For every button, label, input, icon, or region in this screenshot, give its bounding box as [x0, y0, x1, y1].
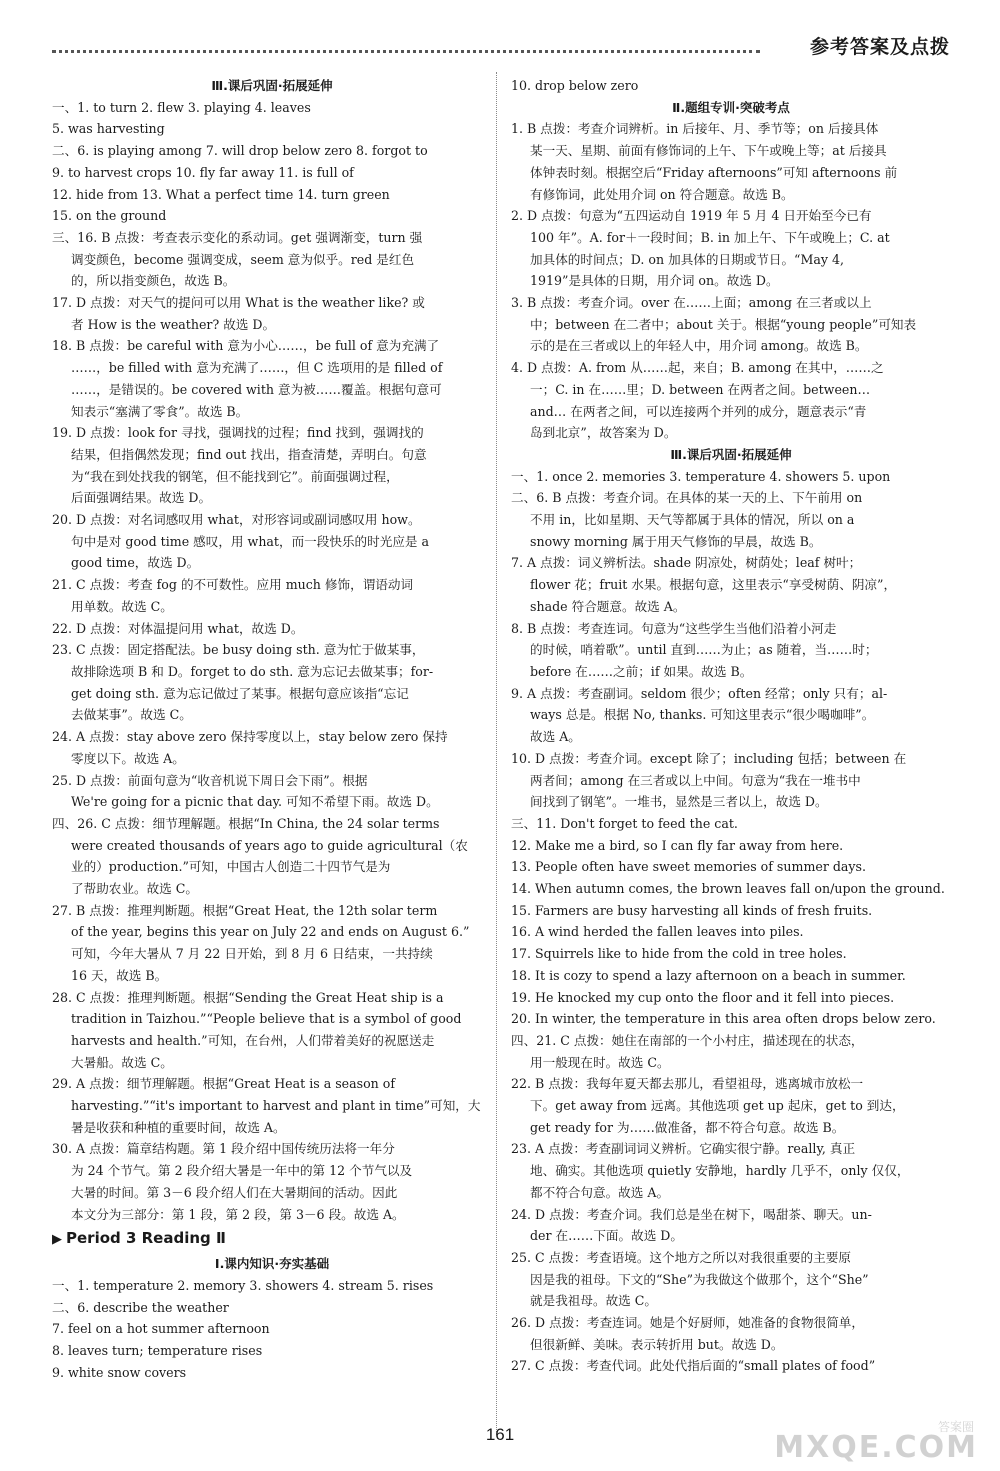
watermark-logo: 答案圈 [937, 1420, 974, 1434]
answer-line-continuation: 某一天、星期、前面有修饰词的上午、下午或晚上等；at 后接具 [530, 143, 887, 159]
watermark-text: MXQE.COM [774, 1430, 978, 1465]
answer-line: 30. A 点拨：篇章结构题。第 1 段介绍中国传统历法将一年分 [52, 1141, 395, 1157]
answer-line-continuation: 都不符合句意。故选 A。 [530, 1184, 670, 1200]
answer-line: 7. feel on a hot summer afternoon [52, 1321, 270, 1337]
answer-line-continuation: tradition in Taizhou.”“People believe that is a symbol of good [71, 1011, 462, 1027]
section-heading: Ⅱ.题组专训·突破考点 [672, 99, 790, 115]
answer-line: 16. A wind herded the fallen leaves into piles. [511, 924, 804, 940]
answer-line-continuation: 下。get away from 远离。其他选项 get up 起床，get to 到达， [530, 1098, 905, 1114]
answer-line-continuation: 调变颜色，become 强调变成，seem 意为似乎。red 是红色 [71, 251, 415, 267]
answer-line: 15. on the ground [52, 208, 167, 224]
answer-line: 三、11. Don't forget to feed the cat. [511, 815, 738, 831]
answer-line: 9. to harvest crops 10. fly far away 11. is full of [52, 164, 354, 180]
answer-line-continuation: 者 How is the weather? 故选 D。 [71, 316, 276, 332]
answer-line: 18. B 点拨：be careful with 意为小心……，be full of 意为充满了 [52, 338, 440, 354]
answer-line: 二、6. describe the weather [52, 1299, 229, 1315]
answer-line: 二、6. B 点拨：考查介词。在具体的某一天的上、下午前用 on [511, 490, 863, 506]
answer-line: 27. C 点拨：考查代词。此处代指后面的“small plates of food” [511, 1358, 876, 1374]
answer-line-continuation: 岛到北京”，故答案为 D。 [530, 425, 677, 441]
answer-line: 23. A 点拨：考查副词词义辨析。它确实很宁静。really, 真正 [511, 1141, 856, 1157]
answer-line-continuation: 去做某事”。故选 C。 [71, 707, 192, 723]
answer-line-continuation: get ready for 为……做准备，都不符合句意。故选 B。 [530, 1119, 845, 1135]
answer-line: 14. When autumn comes, the brown leaves fall on/upon the ground. [511, 881, 945, 897]
answer-line: 24. D 点拨：考查介词。我们总是坐在树下，喝甜茶、聊天。un- [511, 1206, 872, 1222]
answer-line: 10. D 点拨：考查介词。except 除了；including 包括；between 在 [511, 750, 907, 766]
header-dotted-rule [52, 50, 760, 53]
answer-line-continuation: We're going for a picnic that day. 可知不希望下雨。故选 D。 [71, 794, 439, 810]
answer-line-continuation: 用单数。故选 C。 [71, 598, 173, 614]
period-heading [52, 1225, 492, 1253]
answer-line: 25. D 点拨：前面句意为“收音机说下周日会下雨”。根据 [52, 772, 368, 788]
period-title: Period 3 Reading Ⅱ [66, 1229, 226, 1248]
answer-line-continuation: snowy morning 属于用天气修饰的早晨，故选 B。 [530, 533, 822, 549]
answer-line: 四、26. C 点拨：细节理解题。根据“In China, the 24 solar terms [52, 815, 440, 831]
answer-line-continuation: and… 在两者之间，可以连接两个并列的成分，题意表示“青 [530, 403, 867, 419]
answer-line-continuation: 故选 A。 [530, 729, 581, 745]
answer-line: 10. drop below zero [511, 78, 639, 93]
answer-line-continuation: 用一般现在时。故选 C。 [530, 1054, 670, 1070]
answer-line: 一、1. once 2. memories 3. temperature 4. showers 5. upon [511, 468, 891, 484]
page-header [52, 30, 950, 60]
answer-line-continuation: 1919”是具体的日期，用介词 on。故选 D。 [530, 273, 779, 289]
answer-line-continuation: before 在……之前；if 如果。故选 B。 [530, 663, 753, 679]
answer-line-continuation: 中；between 在二者中；about 关于。根据“young people”可知表 [530, 316, 917, 332]
column-divider [496, 72, 497, 1432]
answer-line: 7. A 点拨：词义辨析法。shade 阴凉处，树荫处；leaf 树叶； [511, 555, 862, 571]
answer-line-continuation: ……，be filled with 意为充满了……，但 C 选项用的是 filled of [71, 360, 443, 376]
answer-line-continuation: 为 24 个节气。第 2 段介绍大暑是一年中的第 12 个节气以及 [71, 1163, 413, 1179]
section-heading: Ⅰ.课内知识·夯实基础 [214, 1256, 330, 1272]
answer-line-continuation: 100 年”。A. for＋一段时间；B. in 加上午、下午或晚上；C. at [530, 229, 890, 245]
section-heading: Ⅲ.课后巩固·拓展延伸 [211, 78, 333, 93]
answer-line: 12. hide from 13. What a perfect time 14. turn green [52, 186, 390, 202]
answer-line: 21. C 点拨：考查 fog 的不可数性。应用 much 修饰，谓语动词 [52, 577, 414, 593]
left-column [52, 75, 492, 1383]
answer-line-continuation: 零度以下。故选 A。 [71, 750, 185, 766]
answer-line-continuation: 体钟表时刻。根据空后“Friday afternoons”可知 afternoons 前 [530, 164, 898, 180]
answer-line-continuation: flower 花；fruit 水果。根据句意，这里表示“享受树荫、阴凉”， [530, 577, 897, 593]
answer-line: 二、6. is playing among 7. will drop below zero 8. forgot to [52, 143, 428, 159]
answer-line-continuation: shade 符合题意。故选 A。 [530, 598, 686, 614]
right-column [511, 75, 951, 1377]
answer-line-continuation: 句中是对 good time 感叹，用 what，而一段快乐的时光应是 a [71, 533, 430, 549]
answer-line-continuation: 两者间；among 在三者或以上中间。句意为“我在一堆书中 [530, 772, 861, 788]
answer-line: 12. Make me a bird, so I can fly far away from here. [511, 837, 844, 853]
answer-line-continuation: 后面强调结果。故选 D。 [71, 490, 212, 506]
answer-line-continuation: 了帮助农业。故选 C。 [71, 881, 198, 897]
answer-line-continuation: 结果，但指偶然发现；find out 找出，指查清楚，弄明白。句意 [71, 446, 427, 462]
answer-line: 29. A 点拨：细节理解题。根据“Great Heat is a season of [52, 1076, 396, 1092]
answer-line-continuation: 不用 in，比如星期、天气等都属于具体的情况，所以 on a [530, 512, 855, 528]
answer-line-continuation: get doing sth. 意为忘记做过了某事。根据句意应该指“忘记 [71, 685, 409, 701]
answer-line-continuation: 16 天，故选 B。 [71, 967, 168, 983]
answer-line-continuation: of the year, begins this year on July 22 and ends on August 6.” [71, 924, 470, 940]
answer-line: 20. In winter, the temperature in this area often drops below zero. [511, 1011, 936, 1027]
answer-line: 一、1. to turn 2. flew 3. playing 4. leaves [52, 99, 311, 115]
answer-line-continuation: 地、确实。其他选项 quietly 安静地，hardly 几乎不，only 仅仅， [530, 1163, 910, 1179]
answer-line-continuation: 的，所以指变颜色，故选 B。 [71, 273, 236, 289]
answer-line: 4. D 点拨：A. from 从……起，来自；B. among 在其中，……之 [511, 360, 884, 376]
answer-line-continuation: 暑是收获和种植的重要时间，故选 A。 [71, 1119, 286, 1135]
answer-line: 13. People often have sweet memories of summer days. [511, 859, 867, 875]
answer-line: 22. B 点拨：我每年夏天都去那儿，看望祖母，逃离城市放松一 [511, 1076, 864, 1092]
header-title: 参考答案及点拨 [809, 36, 950, 58]
answer-line-continuation: der 在……下面。故选 D。 [530, 1228, 683, 1244]
answer-line: 17. Squirrels like to hide from the cold in tree holes. [511, 946, 847, 962]
answer-line: 18. It is cozy to spend a lazy afternoon on a beach in summer. [511, 967, 906, 983]
answer-line-continuation: 业的）production.”可知，中国古人创造二十四节气是为 [71, 859, 391, 875]
answer-line: 三、16. B 点拨：考查表示变化的系动词。get 强调渐变，turn 强 [52, 229, 423, 245]
answer-line: 20. D 点拨：对名词感叹用 what，对形容词或副词感叹用 how。 [52, 512, 421, 528]
answer-line: 23. C 点拨：固定搭配法。be busy doing sth. 意为忙于做某事， [52, 642, 425, 658]
answer-line: 15. Farmers are busy harvesting all kinds of fresh fruits. [511, 902, 873, 918]
answer-line: 28. C 点拨：推理判断题。根据“Sending the Great Heat ship is a [52, 989, 444, 1005]
answer-line: 四、21. C 点拨：她住在南部的一个小村庄，描述现在的状态， [511, 1032, 864, 1048]
answer-line-continuation: ……，是错误的。be covered with 意为被……覆盖。根据句意可 [71, 381, 442, 397]
answer-line-continuation: 因是我的祖母。下文的“She”为我做这个做那个，这个“She” [530, 1271, 869, 1287]
answer-line-continuation: 大暑船。故选 C。 [71, 1054, 173, 1070]
answer-line-continuation: 本文分为三部分：第 1 段，第 2 段，第 3－6 段。故选 A。 [71, 1206, 405, 1222]
answer-line: 8. B 点拨：考查连词。句意为“这些学生当他们沿着小河走 [511, 620, 837, 636]
answer-line-continuation: 一；C. in 在……里；D. between 在两者之间。between… [530, 381, 871, 397]
answer-line: 9. white snow covers [52, 1364, 187, 1380]
play-arrow-icon: ▶ [52, 1232, 62, 1248]
answer-line-continuation: harvesting.”“it's important to harvest and plant in time”可知，大 [71, 1098, 481, 1114]
answer-line: 25. C 点拨：考查语境。这个地方之所以对我很重要的主要原 [511, 1249, 851, 1265]
answer-line-continuation: 有修饰词，此处用介词 on 符合题意。故选 B。 [530, 186, 794, 202]
answer-line: 19. He knocked my cup onto the floor and it fell into pieces. [511, 989, 895, 1005]
section-heading: Ⅲ.课后巩固·拓展延伸 [670, 446, 792, 462]
answer-line: 26. D 点拨：考查连词。她是个好厨师，她准备的食物很简单， [511, 1315, 864, 1331]
answer-line: 9. A 点拨：考查副词。seldom 很少；often 经常；only 只有；al- [511, 685, 888, 701]
answer-line-continuation: 故排除选项 B 和 D。forget to do sth. 意为忘记去做某事；for- [71, 663, 434, 679]
answer-line-continuation: 就是我祖母。故选 C。 [530, 1293, 657, 1309]
answer-line: 3. B 点拨：考查介词。over 在……上面；among 在三者或以上 [511, 295, 872, 311]
answer-line-continuation: 为“我在到处找我的钢笔，但不能找到它”。前面强调过程， [71, 468, 399, 484]
page-number: 161 [485, 1425, 515, 1444]
answer-line-continuation: 间找到了钢笔”。一堆书，显然是三者以上，故选 D。 [530, 794, 828, 810]
answer-line-continuation: 的时候，哨着歌”。until 直到……为止；as 随着，当……时； [530, 642, 878, 658]
answer-line: 一、1. temperature 2. memory 3. showers 4. stream 5. rises [52, 1277, 434, 1293]
answer-line: 19. D 点拨：look for 寻找，强调找的过程；find 找到，强调找的 [52, 425, 424, 441]
answer-line-continuation: 示的是在三者或以上的年轻人中，用介词 among。故选 B。 [530, 338, 868, 354]
answer-line: 22. D 点拨：对体温提问用 what，故选 D。 [52, 620, 304, 636]
answer-line: 24. A 点拨：stay above zero 保持零度以上，stay below zero 保持 [52, 729, 448, 745]
answer-line-continuation: harvests and health.”可知，在台州，人们带着美好的祝愿送走 [71, 1032, 435, 1048]
answer-line: 8. leaves turn; temperature rises [52, 1343, 263, 1359]
answer-line: 1. B 点拨：考查介词辨析。in 后接年、月、季节等；on 后接具体 [511, 121, 879, 137]
answer-line-continuation: were created thousands of years ago to guide agricultural（农 [71, 837, 468, 853]
answer-line-continuation: 加具体的时间点；D. on 加具体的日期或节日。“May 4, [530, 251, 845, 267]
answer-line-continuation: good time，故选 D。 [71, 555, 200, 571]
answer-line: 27. B 点拨：推理判断题。根据“Great Heat, the 12th solar term [52, 902, 438, 918]
answer-line-continuation: 知表示“塞满了零食”。故选 B。 [71, 403, 249, 419]
answer-line: 2. D 点拨：句意为“五四运动自 1919 年 5 月 4 日开始至今已有 [511, 208, 872, 224]
answer-line-continuation: 可知，今年大暑从 7 月 22 日开始，到 8 月 6 日结束，一共持续 [71, 946, 433, 962]
answer-line-continuation: ways 总是。根据 No, thanks. 可知这里表示“很少喝咖啡”。 [530, 707, 875, 723]
answer-line-continuation: 大暑的时间。第 3－6 段介绍人们在大暑期间的活动。因此 [71, 1184, 398, 1200]
answer-line: 5. was harvesting [52, 121, 165, 137]
answer-line-continuation: 但很新鲜、美味。表示转折用 but。故选 D。 [530, 1336, 784, 1352]
answer-line: 17. D 点拨：对天气的提问可以用 What is the weather like? 或 [52, 295, 425, 311]
